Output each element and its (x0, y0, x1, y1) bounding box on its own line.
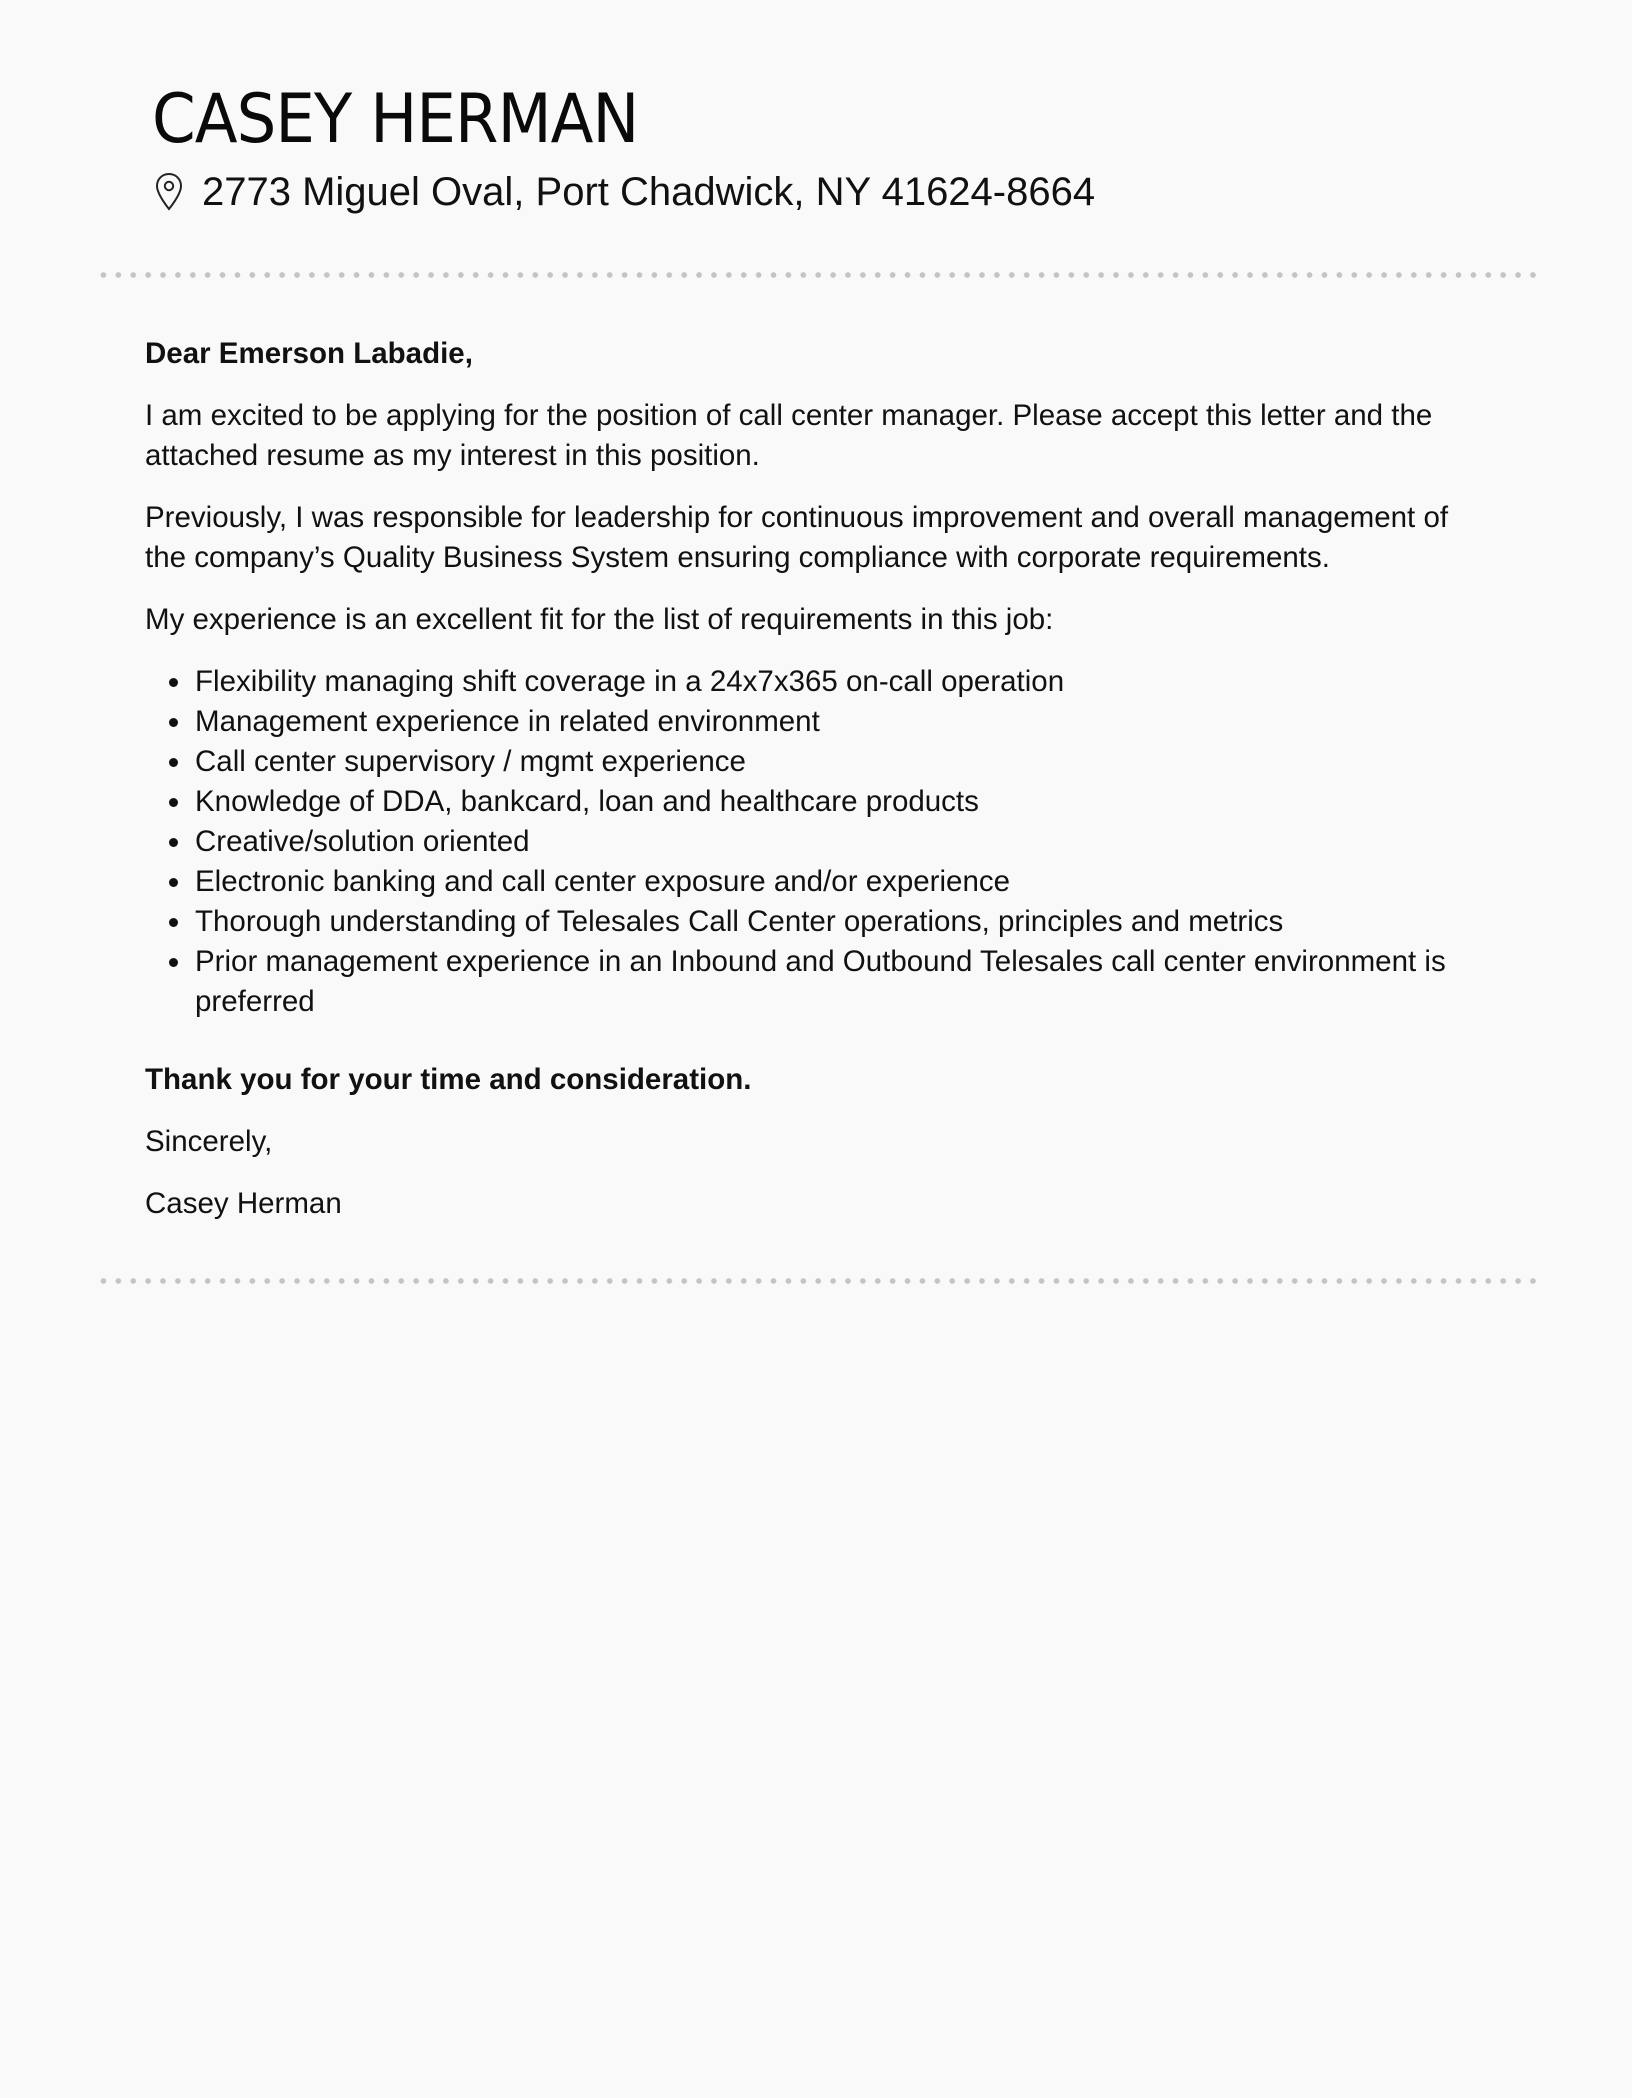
sender-name: CASEY HERMAN (152, 80, 639, 159)
bottom-dotted-divider (96, 1278, 1536, 1284)
list-item: • Creative/solution oriented (193, 822, 1485, 862)
letterhead (152, 78, 1512, 220)
sender-address: 2773 Miguel Oval, Port Chadwick, NY 41624-8664 (202, 170, 1096, 214)
list-item: • Flexibility managing shift coverage in a 24x7x365 on-call operation (193, 662, 1485, 702)
paragraph-previous-role: Previously, I was responsible for leadership for continuous improvement and overall management of the company’s Quality Business System ensuring compliance with corporate requirements. (145, 501, 1449, 574)
signoff: Sincerely, (145, 1125, 273, 1158)
list-item: • Management experience in related environment (193, 702, 1485, 742)
signature: Casey Herman (145, 1187, 342, 1220)
list-item: • Electronic banking and call center exposure and/or experience (193, 862, 1485, 902)
list-item: • Thorough understanding of Telesales Call Center operations, principles and metrics (193, 902, 1485, 942)
closing-line: Thank you for your time and consideration. (145, 1063, 752, 1096)
address-row (152, 164, 1512, 220)
list-item: • Call center supervisory / mgmt experience (193, 742, 1485, 782)
paragraph-fit: My experience is an excellent fit for the list of requirements in this job: (145, 603, 1054, 636)
top-dotted-divider (96, 272, 1536, 278)
letter-body (145, 334, 1485, 1246)
greeting: Dear Emerson Labadie, (145, 337, 473, 370)
list-item: • Knowledge of DDA, bankcard, loan and healthcare products (193, 782, 1485, 822)
map-pin-icon (154, 172, 184, 212)
paragraph-intro: I am excited to be applying for the position of call center manager. Please accept this letter and the attached resume as my interest in this position. (145, 399, 1433, 472)
requirements-list (145, 662, 1485, 1022)
list-item: • Prior management experience in an Inbound and Outbound Telesales call center environment is preferred (193, 942, 1485, 1022)
